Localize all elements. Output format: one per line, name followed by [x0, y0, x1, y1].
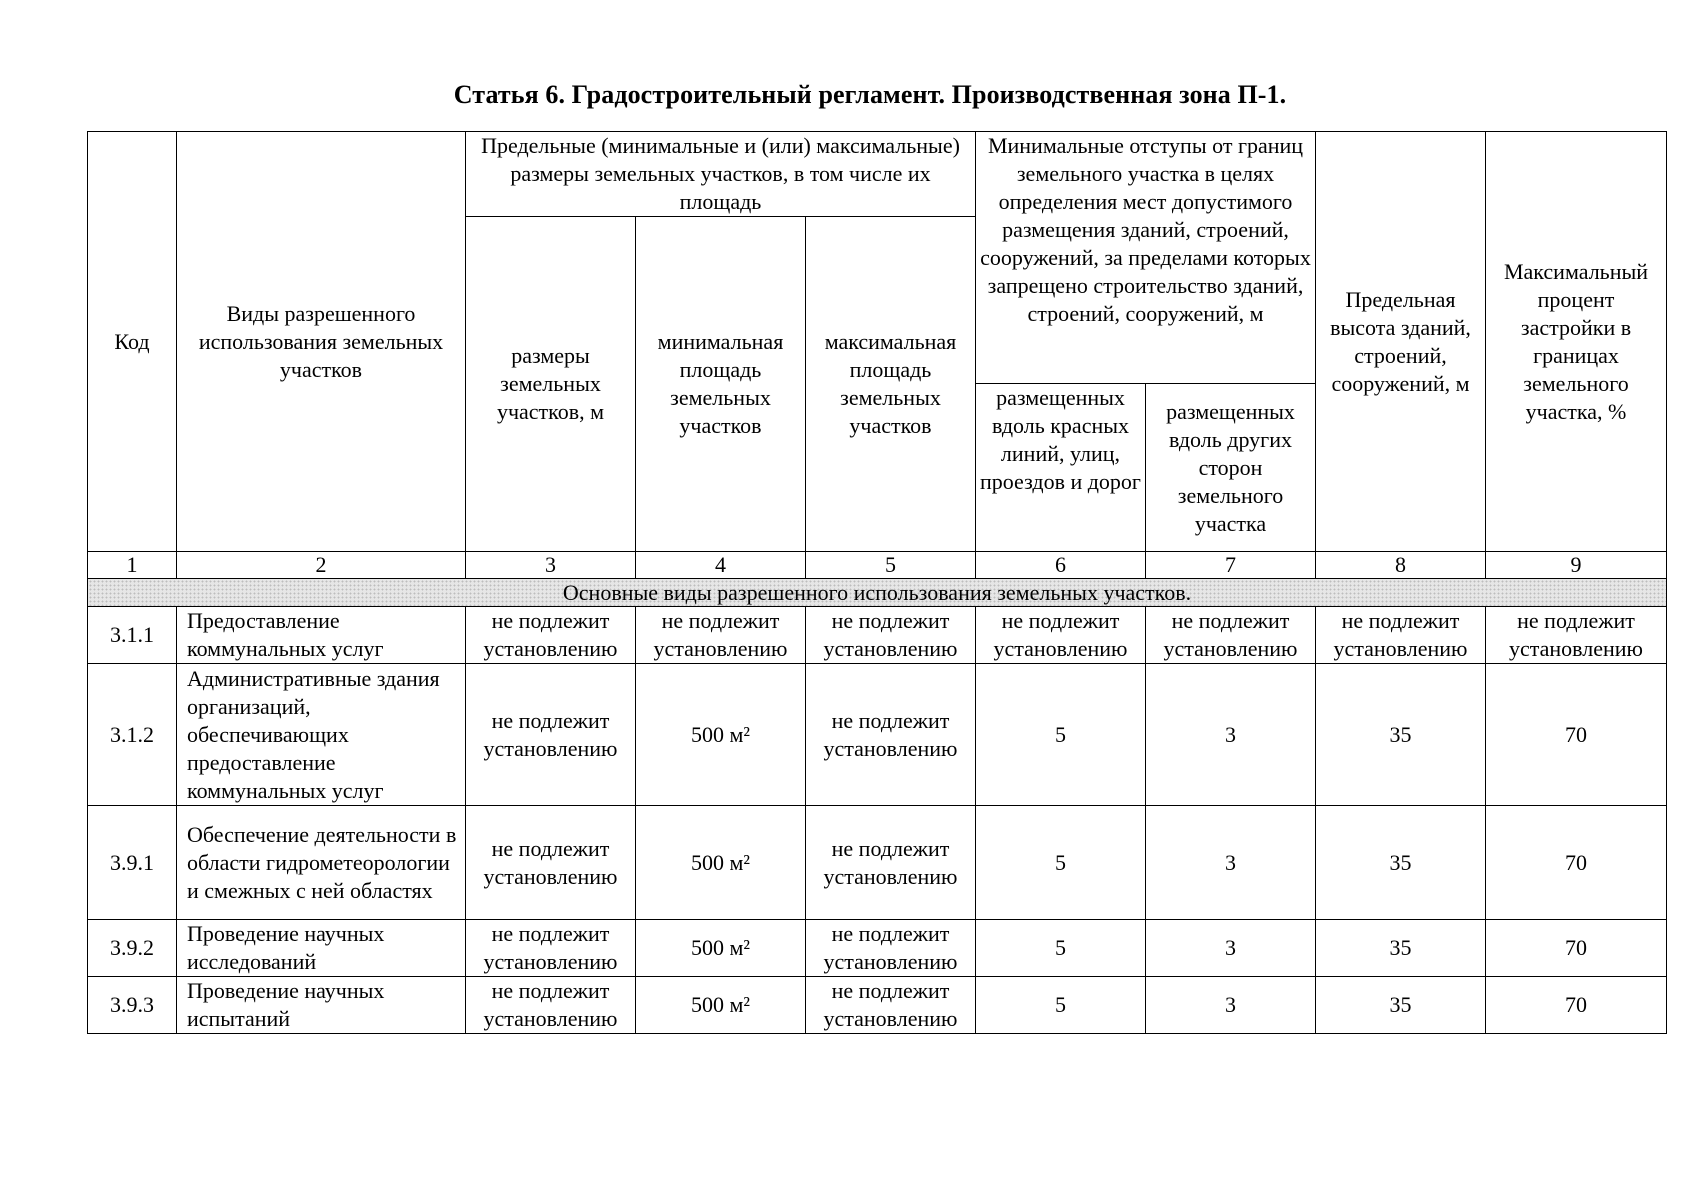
column-number: 7	[1146, 552, 1316, 579]
row-name: Проведение научных исследований	[177, 920, 466, 977]
column-number: 3	[466, 552, 636, 579]
header-setbacks-group: Минимальные отступы от границ земельного участка в целях определения мест допустимого размещения зданий, строений, сооружений, за пределами которых запрещено строительство зданий, строений, сооружений, м	[976, 132, 1316, 384]
header-types: Виды разрешенного использования земельных участков	[177, 132, 466, 552]
table-row	[88, 920, 1667, 977]
row-max-area: не подлежит установлению	[806, 607, 976, 664]
table-row	[88, 977, 1667, 1034]
section-header: Основные виды разрешенного использования земельных участков.	[88, 579, 1667, 607]
row-height: 35	[1316, 806, 1486, 920]
row-min-area: 500 м²	[636, 806, 806, 920]
row-sizes: не подлежит установлению	[466, 977, 636, 1034]
table-row	[88, 806, 1667, 920]
page-title: Статья 6. Градостроительный регламент. Производственная зона П-1.	[453, 80, 1287, 109]
table-row	[88, 664, 1667, 806]
row-setback-red: 5	[976, 664, 1146, 806]
row-code: 3.9.3	[88, 977, 177, 1034]
row-name: Обеспечение деятельности в области гидрометеорологии и смежных с ней областях	[177, 806, 466, 920]
row-percent: 70	[1486, 664, 1667, 806]
row-max-area: не подлежит установлению	[806, 977, 976, 1034]
header-along-red: размещенных вдоль красных линий, улиц, проездов и дорог	[976, 384, 1146, 552]
row-code: 3.1.2	[88, 664, 177, 806]
row-percent: 70	[1486, 806, 1667, 920]
column-number: 8	[1316, 552, 1486, 579]
row-min-area: 500 м²	[636, 664, 806, 806]
column-number: 5	[806, 552, 976, 579]
row-percent: 70	[1486, 920, 1667, 977]
column-number: 2	[177, 552, 466, 579]
row-sizes: не подлежит установлению	[466, 664, 636, 806]
header-along-other: размещенных вдоль других сторон земельного участка	[1146, 384, 1316, 552]
header-percent: Максимальный процент застройки в границах земельного участка, %	[1486, 132, 1667, 552]
row-height: 35	[1316, 664, 1486, 806]
row-setback-other: 3	[1146, 806, 1316, 920]
row-max-area: не подлежит установлению	[806, 664, 976, 806]
row-setback-other: не подлежит установлению	[1146, 607, 1316, 664]
row-min-area: 500 м²	[636, 920, 806, 977]
header-height: Предельная высота зданий, строений, сооружений, м	[1316, 132, 1486, 552]
row-code: 3.9.2	[88, 920, 177, 977]
row-code: 3.9.1	[88, 806, 177, 920]
regulations-table	[87, 131, 1667, 1034]
row-max-area: не подлежит установлению	[806, 920, 976, 977]
header-code: Код	[88, 132, 177, 552]
row-min-area: не подлежит установлению	[636, 607, 806, 664]
row-setback-red: 5	[976, 806, 1146, 920]
column-number: 6	[976, 552, 1146, 579]
row-setback-red: не подлежит установлению	[976, 607, 1146, 664]
column-number: 1	[88, 552, 177, 579]
row-height: не подлежит установлению	[1316, 607, 1486, 664]
column-number: 9	[1486, 552, 1667, 579]
column-number: 4	[636, 552, 806, 579]
row-setback-other: 3	[1146, 920, 1316, 977]
row-setback-red: 5	[976, 920, 1146, 977]
row-height: 35	[1316, 977, 1486, 1034]
table-row	[88, 607, 1667, 664]
row-min-area: 500 м²	[636, 977, 806, 1034]
column-numbers-row	[88, 552, 1667, 579]
row-setback-other: 3	[1146, 664, 1316, 806]
row-height: 35	[1316, 920, 1486, 977]
row-sizes: не подлежит установлению	[466, 920, 636, 977]
row-name: Административные здания организаций, обеспечивающих предоставление коммунальных услуг	[177, 664, 466, 806]
row-name: Предоставление коммунальных услуг	[177, 607, 466, 664]
header-min-area: минимальная площадь земельных участков	[636, 217, 806, 552]
header-limits-group: Предельные (минимальные и (или) максимальные) размеры земельных участков, в том числе их площадь	[466, 132, 976, 217]
row-sizes: не подлежит установлению	[466, 607, 636, 664]
header-max-area: максимальная площадь земельных участков	[806, 217, 976, 552]
row-setback-other: 3	[1146, 977, 1316, 1034]
row-sizes: не подлежит установлению	[466, 806, 636, 920]
row-setback-red: 5	[976, 977, 1146, 1034]
row-name: Проведение научных испытаний	[177, 977, 466, 1034]
header-sizes: размеры земельных участков, м	[466, 217, 636, 552]
row-percent: не подлежит установлению	[1486, 607, 1667, 664]
row-code: 3.1.1	[88, 607, 177, 664]
row-max-area: не подлежит установлению	[806, 806, 976, 920]
row-percent: 70	[1486, 977, 1667, 1034]
